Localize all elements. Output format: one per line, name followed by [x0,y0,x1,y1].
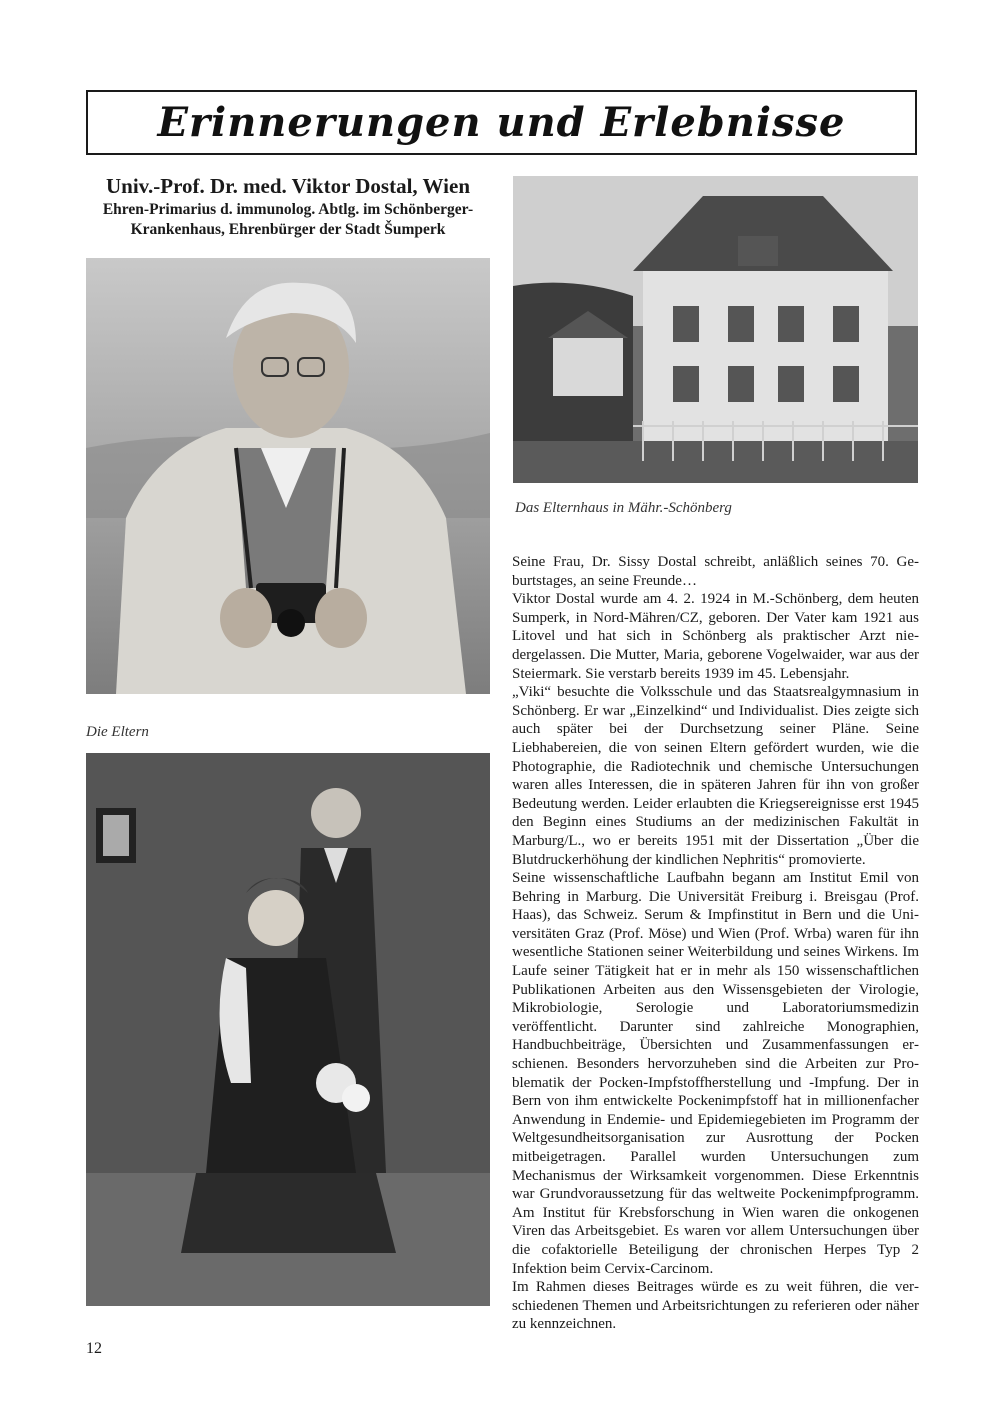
page-title: Erinnerungen und Erlebnisse [157,99,846,146]
article-paragraph: „Viki“ besuchte die Volksschule und das Staatsrealgymnasium in Schönberg. Er war „Einzelkind“ und Individualist. Dies zeigte sich auch später bei der Durchsetzung seiner Pläne. Seine Liebhabereien, die von seinen Eltern gefördert wurden, wie die Photographie, die Radiotechnik und chemische Untersuchungen waren alles Interessen, die in späteren Jahren für ihn von großer Bedeutung werden. Leider erlaubten die Kriegsereignisse erst 1945 den Beginn eines Studiums an der medizinischen Fakultät in Marburg/L., wo er bereits 1951 mit der Dissertation „Über die Blutdruckerhöhung der kindlichen Nephritis“ promovierte. [512,684,919,868]
portrait-photo [86,258,490,694]
author-affiliation-line2: Krankenhaus, Ehrenbürger der Stadt Šumperk [130,221,446,238]
page-number: 12 [86,1340,102,1357]
article-paragraph: Seine wissenschaftliche Laufbahn begann am Institut Emil von Behring in Marburg. Die Universität Freiburg i. Breisgau (Prof. Haas), das Schweiz. Serum & Impfinstitut in Bern und die Universitäten Graz (Prof. Möse) und Wien (Prof. Wrba) waren für ihn wesentliche Stationen seiner Weiterbildung und seines Wirkens. Im Laufe seiner Tätigkeit hat er in mehr als 150 wissenschaftlichen Publikationen Arbeiten aus den Wissensgebieten der Virologie, Mikrobiologie, Serologie und Laboratoriumsmedizin veröffentlicht. Darunter sind zahlreiche Monographien, Handbuchbeiträge, Übersichten und Zusammenfassungen erschienen. Besonders hervorzuheben sind die Arbeiten zur Problematik der Pocken-Impfstoffherstellung und -Impfung. Der in Bern von ihm entwickelte Pockenimpfstoff hat in millionenfacher Anwendung in Endemie- und Epidemiegebieten im Programm der Weltgesundheitsorganisation zur Ausrottung der Pocken mitbeigetragen. Parallel wurden Untersuchungen zum Mechanismus der Wirksamkeit vorgenommen. Diese Erkenntnis war Grundvoraussetzung für das weltweite Pockenimpfprogramm. Am Institut für Krebsforschung in Wien waren die onkogenen Viren das Arbeitsgebiet. Es waren vor allem Untersuchungen über die cofaktorielle Beteiligung der chronischen Herpes Typ 2 Infektion beim Cervix-Carcinom. [512,870,919,1277]
parents-photo [86,753,490,1306]
title-frame [86,90,917,155]
author-block [86,172,490,240]
house-photo [513,176,918,483]
house-caption: Das Elternhaus in Mähr.-Schönberg [515,500,732,516]
article-paragraph: Viktor Dostal wurde am 4. 2. 1924 in M.-Schönberg, dem heuten Sumperk, in Nord-Mähren/CZ, geboren. Der Vater kam 1921 aus Litovel und hat sich in Schönberg als praktischer Arzt niedergelassen. Die Mutter, Maria, geborene Vogelwaider, war aus der Steiermark. Sie verstarb bereits 1939 im 45. Lebensjahr. [512,591,919,682]
article-paragraph: Im Rahmen dieses Beitrages würde es zu weit führen, die verschiedenen Themen und Arbeitsrichtungen zu referieren oder näher zu kennzeichnen. [512,1279,919,1333]
author-affiliation-line1: Ehren-Primarius d. immunolog. Abtlg. im Schönberger- [102,201,474,218]
author-name: Univ.-Prof. Dr. med. Viktor Dostal, Wien [105,174,471,198]
parents-caption: Die Eltern [86,724,149,740]
article-paragraph: Seine Frau, Dr. Sissy Dostal schreibt, anläßlich seines 70. Geburtstages, an seine Freunde… [512,554,919,589]
article-body [512,553,919,1334]
